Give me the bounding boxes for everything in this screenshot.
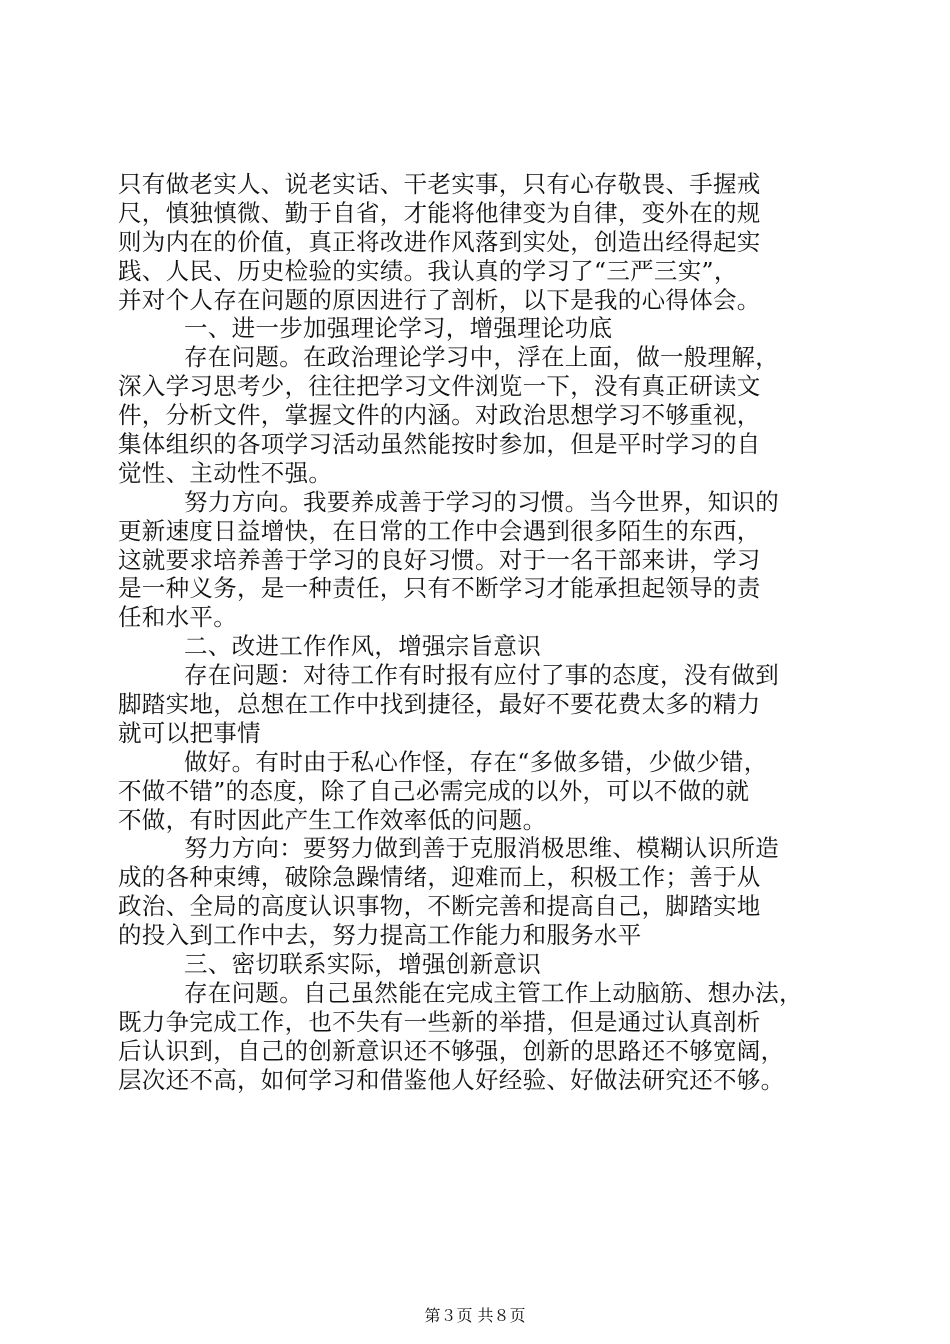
text-line: 则为内在的价值，真正将改进作风落到实处，创造出经得起实 [118,227,761,256]
text-line: 努力方向：要努力做到善于克服消极思维、模糊认识所造 [184,834,779,863]
text-line: 只有做老实人、说老实话、干老实事，只有心存敬畏、手握戒 [118,170,761,198]
text-line: 成的各种束缚，破除急躁情绪，迎难而上，积极工作；善于从 [118,863,761,892]
text-line: 努力方向。我要养成善于学习的习惯。当今世界，知识的 [184,487,779,516]
document-body [118,170,838,1095]
text-line: 不做，有时因此产生工作效率低的问题。 [118,805,547,834]
text-line: 三、密切联系实际，增强创新意识 [184,950,541,979]
text-line: 践、人民、历史检验的实绩。我认真的学习了“三严三实”， [118,256,738,285]
text-line: 后认识到，自己的创新意识还不够强，创新的思路还不够宽阔， [118,1036,785,1065]
text-line: 件，分析文件，掌握文件的内涵。对政治思想学习不够重视， [118,401,761,430]
text-line: 做好。有时由于私心作怪，存在“多做多错，少做少错， [184,747,768,776]
text-line: 存在问题。在政治理论学习中，浮在上面，做一般理解， [184,343,779,372]
text-line: 一、进一步加强理论学习，增强理论功底 [184,314,613,343]
text-line: 不做不错”的态度，除了自己必需完成的以外，可以不做的就 [118,776,750,805]
text-line: 觉性、主动性不强。 [118,458,333,487]
text-line: 就可以把事情 [118,718,261,747]
text-line: 层次还不高，如何学习和借鉴他人好经验、好做法研究还不够。 [118,1065,785,1094]
text-line: 二、改进工作作风，增强宗旨意识 [184,632,541,661]
text-line: 集体组织的各项学习活动虽然能按时参加，但是平时学习的自 [118,430,761,459]
text-line: 政治、全局的高度认识事物，不断完善和提高自己，脚踏实地 [118,892,761,921]
page-footer: 第３页 共８页 [424,1306,526,1325]
text-line: 尺，慎独慎微、勤于自省，才能将他律变为自律，变外在的规 [118,198,761,227]
text-line: 更新速度日益增快，在日常的工作中会遇到很多陌生的东西， [118,516,761,545]
text-line: 任和水平。 [118,603,237,632]
text-line: 既力争完成工作，也不失有一些新的举措，但是通过认真剖析 [118,1007,761,1036]
text-line: 这就要求培养善于学习的良好习惯。对于一名干部来讲，学习 [118,545,761,574]
text-line: 是一种义务，是一种责任，只有不断学习才能承担起领导的责 [118,574,761,603]
text-line: 深入学习思考少，往往把学习文件浏览一下，没有真正研读文 [118,372,761,401]
text-line: 存在问题：对待工作有时报有应付了事的态度，没有做到 [184,661,779,690]
text-line: 并对个人存在问题的原因进行了剖析，以下是我的心得体会。 [118,285,761,314]
text-line: 脚踏实地，总想在工作中找到捷径，最好不要花费太多的精力 [118,690,761,719]
text-line: 的投入到工作中去，努力提高工作能力和服务水平 [118,921,642,950]
text-line: 存在问题。自己虽然能在完成主管工作上动脑筋、想办法， [184,978,803,1007]
